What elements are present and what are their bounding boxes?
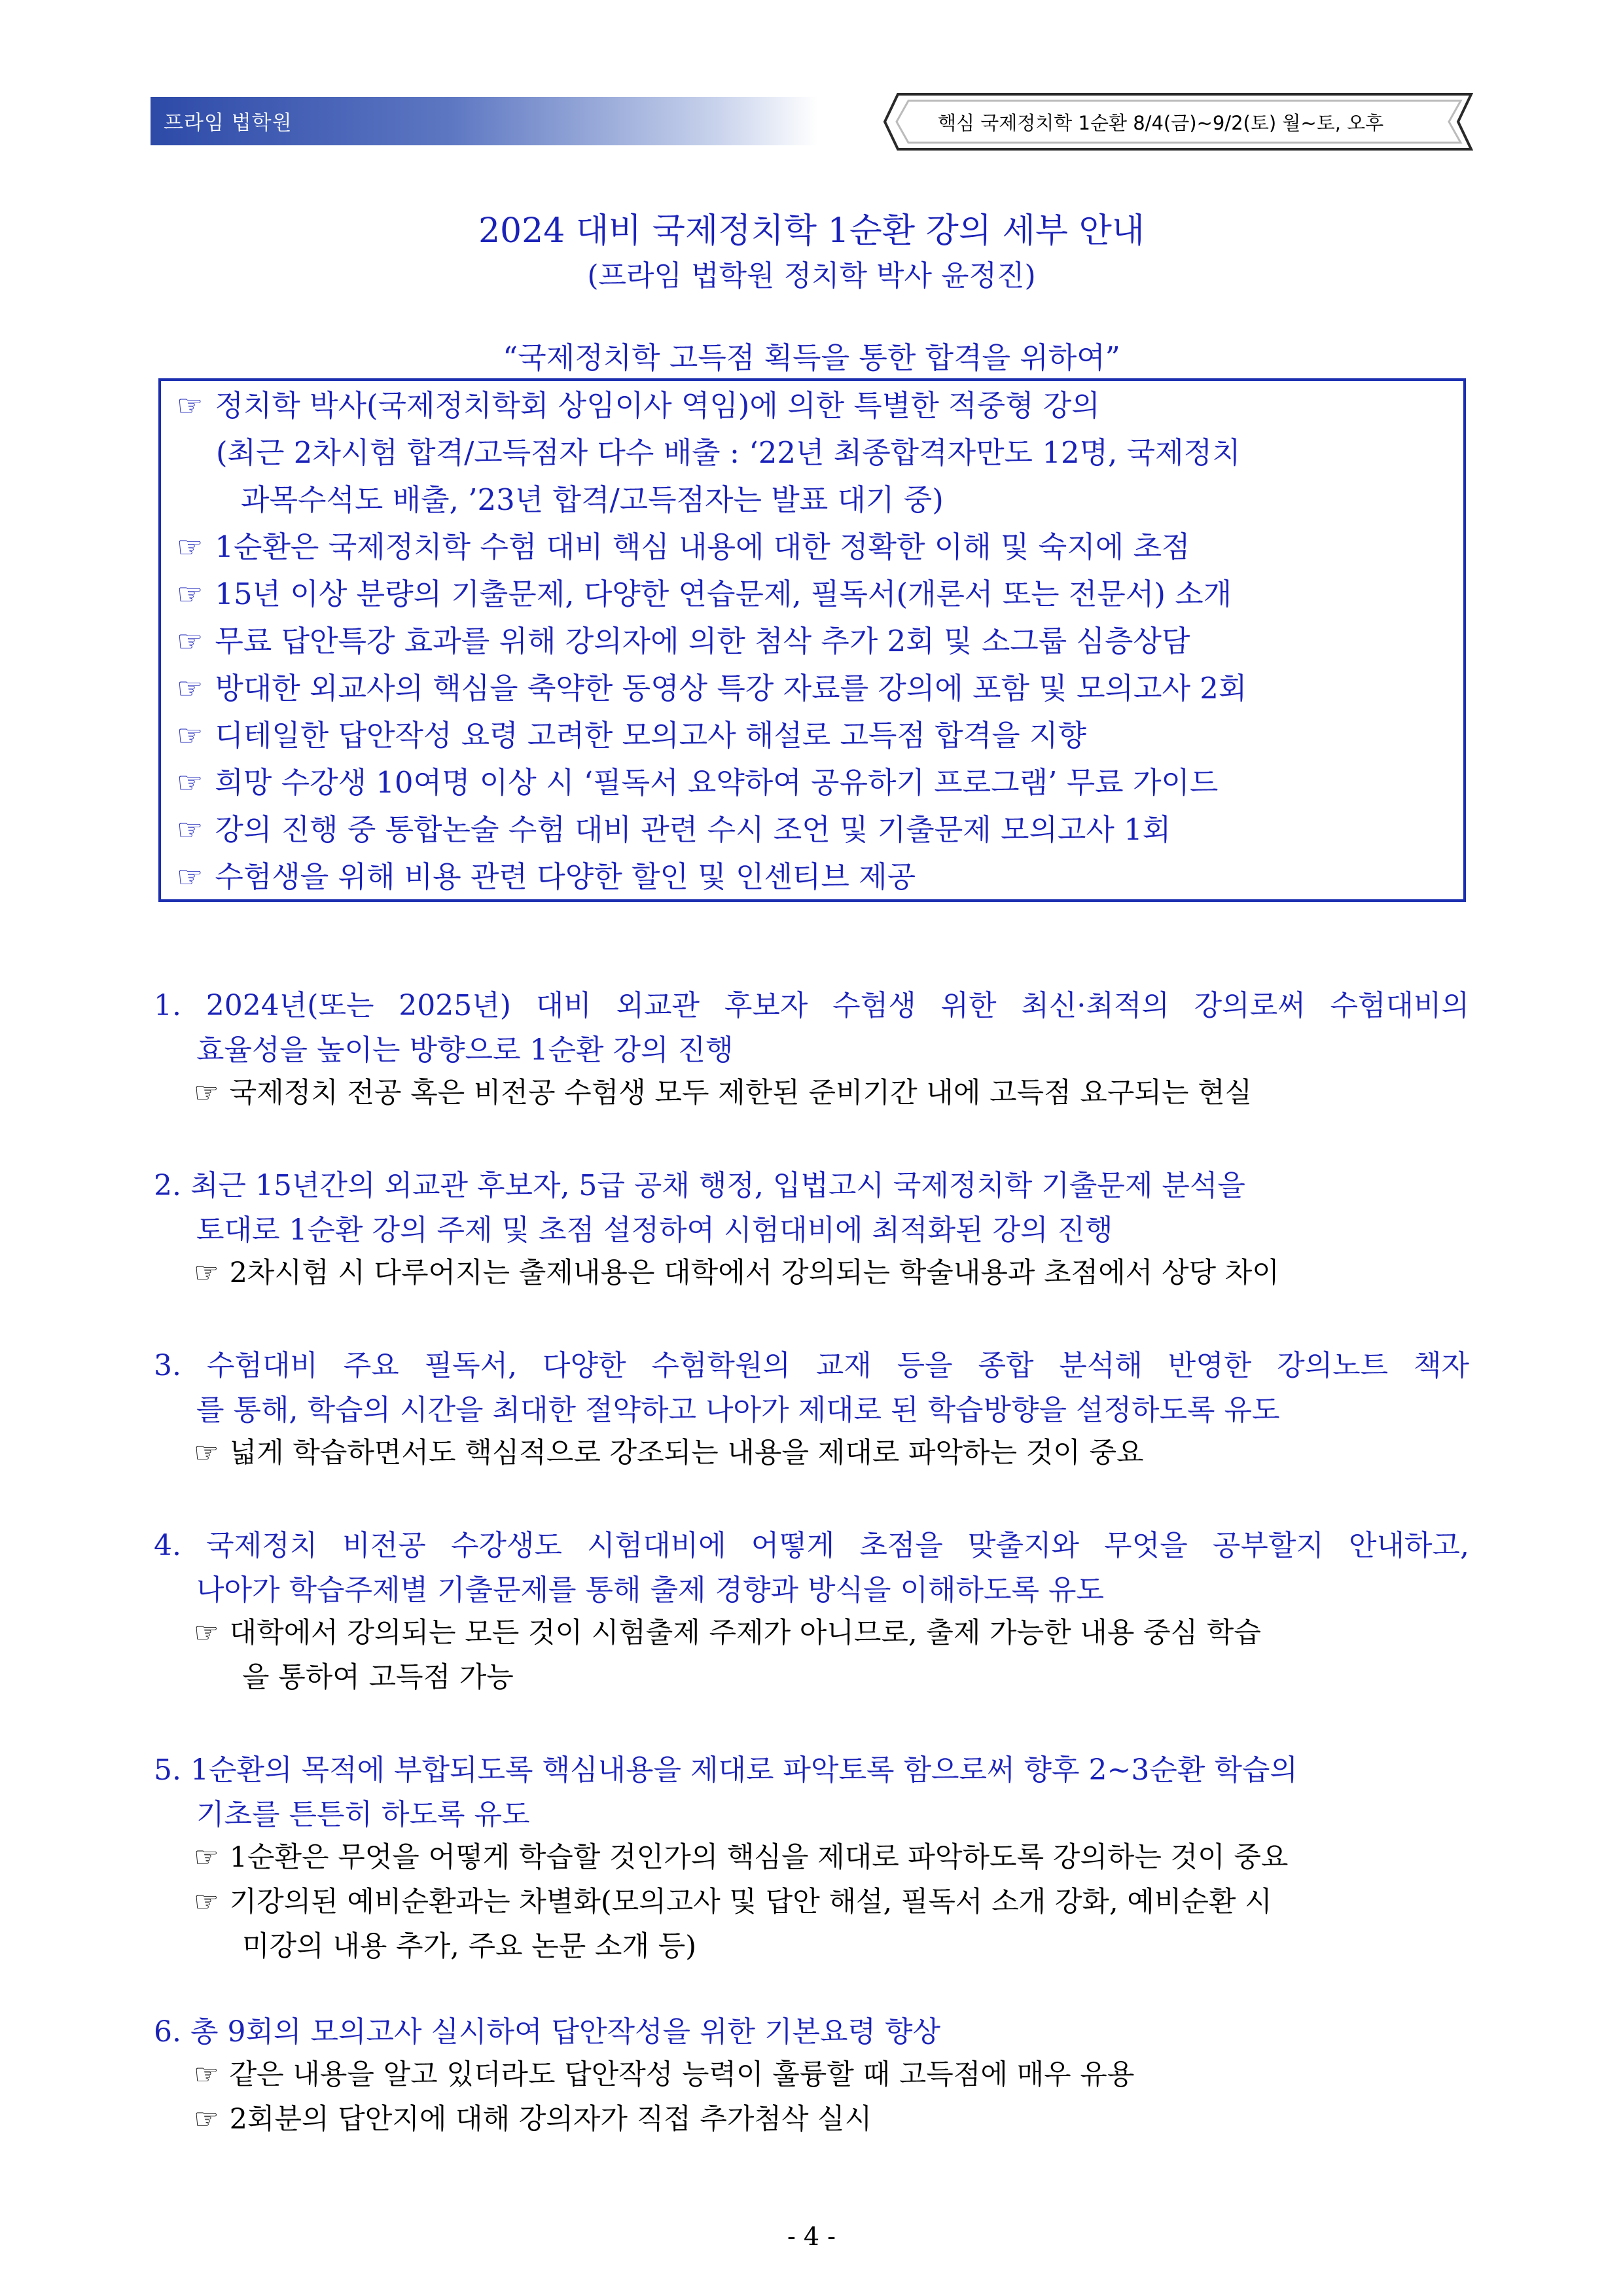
- pointing-hand-icon: ☞: [177, 765, 204, 800]
- section-heading: 4. 국제정치 비전공 수강생도 시험대비에 어떻게 초점을 맞출지와 무엇을 공부할지 안내하고,: [154, 1529, 1469, 1562]
- pointing-hand-icon: ☞: [177, 624, 204, 658]
- section-note-continued: 미강의 내용 추가, 주요 논문 소개 등): [242, 1930, 696, 1963]
- pointing-hand-icon: ☞: [194, 1841, 219, 1874]
- section-note: ☞ 기강의된 예비순환과는 차별화(모의고사 및 답안 해설, 필독서 소개 강화, 예비순환 시: [194, 1886, 1272, 1918]
- highlight-item-continued: (최근 2차시험 합격/고득점자 다수 배출 : ‘22년 최종합격자만도 12명, 국제정치: [216, 435, 1241, 470]
- highlight-item: ☞ 수험생을 위해 비용 관련 다양한 할인 및 인센티브 제공: [177, 859, 916, 894]
- section-heading-continued: 를 통해, 학습의 시간을 최대한 절약하고 나아가 제대로 된 학습방향을 설정하도록 유도: [196, 1393, 1280, 1427]
- page-number: - 4 -: [787, 2222, 836, 2251]
- header-course-banner: [882, 92, 1478, 152]
- slogan: “국제정치학 고득점 획득을 통한 합격을 위하여”: [503, 340, 1120, 375]
- section-heading-continued: 기초를 튼튼히 하도록 유도: [196, 1798, 530, 1831]
- highlight-item: ☞ 방대한 외교사의 핵심을 축약한 동영상 특강 자료를 강의에 포함 및 모의고사 2회: [177, 671, 1247, 706]
- highlight-item: ☞ 무료 답안특강 효과를 위해 강의자에 의한 첨삭 추가 2회 및 소그룹 심층상담: [177, 624, 1190, 658]
- highlight-item: ☞ 강의 진행 중 통합논술 수험 대비 관련 수시 조언 및 기출문제 모의고사 1회: [177, 812, 1171, 847]
- pointing-hand-icon: ☞: [194, 1257, 219, 1289]
- highlight-item: ☞ 희망 수강생 10여명 이상 시 ‘필독서 요약하여 공유하기 프로그램’ 무료 가이드: [177, 765, 1219, 800]
- page-title: 2024 대비 국제정치학 1순환 강의 세부 안내: [478, 211, 1145, 251]
- section-heading-continued: 효율성을 높이는 방향으로 1순환 강의 진행: [196, 1033, 734, 1067]
- highlight-item-continued: 과목수석도 배출, ’23년 합격/고득점자는 발표 대기 중): [241, 482, 944, 517]
- pointing-hand-icon: ☞: [194, 2103, 219, 2136]
- section-heading-continued: 토대로 1순환 강의 주제 및 초점 설정하여 시험대비에 최적화된 강의 진행: [196, 1213, 1113, 1247]
- section-heading-continued: 나아가 학습주제별 기출문제를 통해 출제 경향과 방식을 이해하도록 유도: [196, 1573, 1105, 1607]
- section-note: ☞ 대학에서 강의되는 모든 것이 시험출제 주제가 아니므로, 출제 가능한 내용 중심 학습: [194, 1617, 1261, 1649]
- pointing-hand-icon: ☞: [177, 671, 204, 706]
- header-academy-banner: [151, 97, 818, 145]
- pointing-hand-icon: ☞: [177, 529, 204, 564]
- pointing-hand-icon: ☞: [194, 1437, 219, 1469]
- section-note-continued: 을 통하여 고득점 가능: [242, 1661, 514, 1694]
- section-note: ☞ 2차시험 시 다루어지는 출제내용은 대학에서 강의되는 학술내용과 초점에서 상당 차이: [194, 1257, 1279, 1289]
- course-schedule: 핵심 국제정치학 1순환 8/4(금)~9/2(토) 월~토, 오후: [938, 112, 1384, 134]
- pointing-hand-icon: ☞: [194, 1617, 219, 1649]
- pointing-hand-icon: ☞: [194, 2058, 219, 2091]
- section-note: ☞ 2회분의 답안지에 대해 강의자가 직접 추가첨삭 실시: [194, 2103, 872, 2136]
- pointing-hand-icon: ☞: [177, 577, 204, 611]
- section-heading: 2. 최근 15년간의 외교관 후보자, 5급 공채 행정, 입법고시 국제정치학 기출문제 분석을: [154, 1169, 1245, 1202]
- section-heading: 6. 총 9회의 모의고사 실시하여 답안작성을 위한 기본요령 향상: [154, 2015, 940, 2049]
- pointing-hand-icon: ☞: [177, 859, 204, 894]
- section-heading: 5. 1순환의 목적에 부합되도록 핵심내용을 제대로 파악토록 함으로써 향후 2~3순환 학습의: [154, 1753, 1298, 1787]
- section-note: ☞ 같은 내용을 알고 있더라도 답안작성 능력이 훌륭할 때 고득점에 매우 유용: [194, 2058, 1135, 2091]
- pointing-hand-icon: ☞: [177, 388, 204, 423]
- pointing-hand-icon: ☞: [177, 718, 204, 753]
- academy-name: 프라임 법학원: [164, 111, 293, 135]
- section-heading: 1. 2024년(또는 2025년) 대비 외교관 후보자 수험생 위한 최신·최적의 강의로써 수험대비의: [154, 989, 1469, 1022]
- highlight-item: ☞ 15년 이상 분량의 기출문제, 다양한 연습문제, 필독서(개론서 또는 전문서) 소개: [177, 577, 1232, 611]
- section-note: ☞ 1순환은 무엇을 어떻게 학습할 것인가의 핵심을 제대로 파악하도록 강의하는 것이 중요: [194, 1841, 1289, 1874]
- section-heading: 3. 수험대비 주요 필독서, 다양한 수험학원의 교재 등을 종합 분석해 반영한 강의노트 책자: [154, 1349, 1469, 1382]
- highlight-item: ☞ 정치학 박사(국제정치학회 상임이사 역임)에 의한 특별한 적중형 강의: [177, 388, 1100, 423]
- highlight-item: ☞ 1순환은 국제정치학 수험 대비 핵심 내용에 대한 정확한 이해 및 숙지에 초점: [177, 529, 1190, 564]
- pointing-hand-icon: ☞: [177, 812, 204, 847]
- pointing-hand-icon: ☞: [194, 1886, 219, 1918]
- pointing-hand-icon: ☞: [194, 1077, 219, 1109]
- section-note: ☞ 넓게 학습하면서도 핵심적으로 강조되는 내용을 제대로 파악하는 것이 중요: [194, 1437, 1144, 1469]
- page-subtitle: (프라임 법학원 정치학 박사 윤정진): [587, 259, 1036, 293]
- highlight-item: ☞ 디테일한 답안작성 요령 고려한 모의고사 해설로 고득점 합격을 지향: [177, 718, 1086, 753]
- section-note: ☞ 국제정치 전공 혹은 비전공 수험생 모두 제한된 준비기간 내에 고득점 요구되는 현실: [194, 1077, 1253, 1109]
